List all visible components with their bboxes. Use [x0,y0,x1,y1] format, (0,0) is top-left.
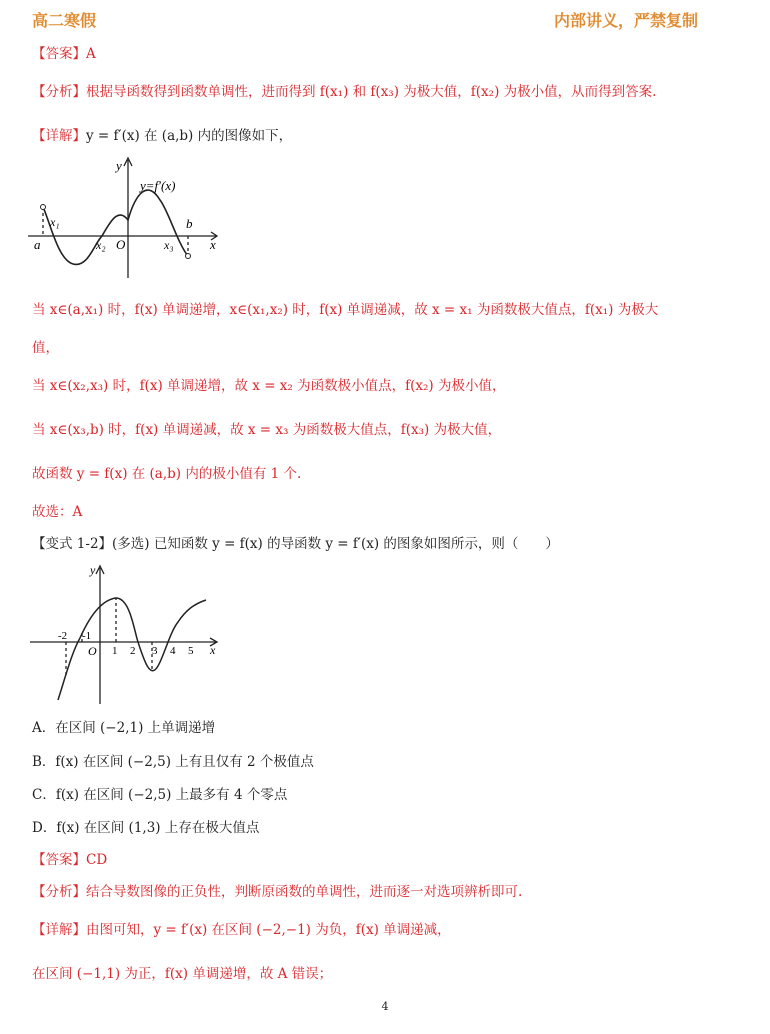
graph2-tick-m1: -1 [82,630,92,642]
graph1-curve [43,190,188,264]
graph2-tick-5: 5 [188,645,194,657]
graph1-label-a: a [34,237,41,252]
graph2-tick-1: 1 [112,645,118,657]
graph2-tick-3: 3 [152,645,158,657]
header-right: 内部讲义，严禁复制 [553,11,698,30]
q2-answer: 【答案】CD [32,852,108,868]
graph1-y-label: y [116,158,122,173]
graph-1 [28,152,228,282]
graph1-label-x3: x₃ [164,238,174,252]
header-left: 高二寒假 [32,11,97,30]
q1-line5: 故选：A [32,504,83,520]
graph2-tick-2: 2 [130,645,136,657]
q2-title: 【变式 1-2】(多选) 已知函数 y = f(x) 的导函数 y = f′(x) 的图象如图所示，则（ ） [32,536,559,552]
graph2-origin: O [88,644,97,658]
graph2-x-label: x [210,643,216,657]
q1-line1b: 值， [32,340,59,356]
q1-line4: 故函数 y = f(x) 在 (a,b) 内的极小值有 1 个. [32,466,302,482]
q1-line3: 当 x∈(x₃,b) 时，f(x) 单调递减，故 x = x₃ 为函数极大值点，f(x₃) 为极大值， [32,422,502,438]
q2-option-a: A．在区间 (−2,1) 上单调递增 [32,720,216,736]
graph-2 [30,560,230,708]
q1-answer: 【答案】A [32,46,96,62]
q2-option-c: C．f(x) 在区间 (−2,5) 上最多有 4 个零点 [32,787,288,803]
graph1-a-point [41,205,46,210]
q1-detail-text: y = f′(x) 在 (a,b) 内的图像如下， [86,128,293,144]
q1-detail-label: 【详解】 [32,128,86,144]
page-number: 4 [381,1000,389,1013]
q2-option-b: B．f(x) 在区间 (−2,5) 上有且仅有 2 个极值点 [32,754,314,770]
graph2-y-label: y [90,563,96,577]
graph1-label-o: O [116,237,126,252]
q1-analysis: 【分析】根据导函数得到函数单调性，进而得到 f(x₁) 和 f(x₃) 为极大值，f(x₂) 为极小值，从而得到答案. [32,84,657,100]
graph2-tick-m2: -2 [58,630,68,642]
q1-line2: 当 x∈(x₂,x₃) 时，f(x) 单调递增，故 x = x₂ 为函数极小值点，f(x₂) 为极小值， [32,378,506,394]
graph2-tick-4: 4 [170,645,176,657]
q1-line1: 当 x∈(a,x₁) 时，f(x) 单调递增，x∈(x₁,x₂) 时，f(x) 单调递减，故 x = x₁ 为函数极大值点，f(x₁) 为极大 [32,302,659,318]
q1-detail [32,124,292,144]
q2-option-d: D．f(x) 在区间 (1,3) 上存在极大值点 [32,820,260,836]
q2-analysis: 【分析】结合导数图像的正负性，判断原函数的单调性，进而逐一对选项辨析即可. [32,884,523,900]
graph1-curve-label: y=f′(x) [140,178,176,193]
graph1-x-label: x [210,237,216,252]
q2-detail1: 【详解】由图可知，y = f′(x) 在区间 (−2,−1) 为负，f(x) 单调递减， [32,922,451,938]
graph1-label-b: b [186,216,193,231]
graph1-b-point [186,254,191,259]
graph1-label-x1: x₁ [50,215,60,229]
q2-detail2: 在区间 (−1,1) 为正，f(x) 单调递增，故 A 错误； [32,966,333,982]
graph1-label-x2: x₂ [96,238,106,252]
